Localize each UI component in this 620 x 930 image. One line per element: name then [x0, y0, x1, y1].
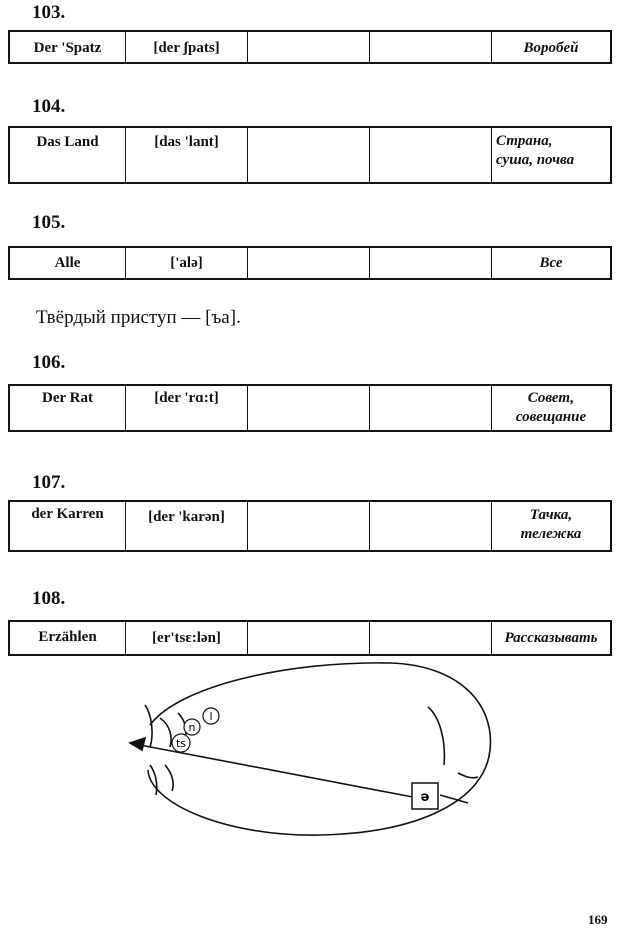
oral-cavity-outline: [148, 663, 490, 835]
vowel-box: [412, 783, 438, 809]
russian-translation: [492, 128, 610, 182]
transcription: [er'tsɛ:lən]: [126, 622, 248, 654]
transcription: [das 'lant]: [126, 128, 248, 182]
entry-number: 106.: [32, 352, 66, 373]
russian-translation: [492, 248, 610, 278]
empty-cell: [370, 622, 492, 654]
translation-line: Все: [539, 255, 563, 271]
empty-cell: [370, 502, 492, 550]
empty-cell: [370, 32, 492, 62]
table-row: [8, 384, 612, 432]
page-number: 169: [588, 912, 608, 927]
articulation-diagram: [0, 655, 620, 865]
entry-number: 105.: [32, 212, 66, 233]
translation-line: Воробей: [523, 40, 579, 56]
label-ts: [172, 734, 190, 752]
empty-cell: [248, 386, 370, 430]
empty-cell: [370, 248, 492, 278]
empty-cell: [370, 128, 492, 182]
transcription: [der 'karən]: [126, 502, 248, 550]
entry-number: 107.: [32, 472, 66, 493]
translation-line: Рассказывать: [504, 630, 598, 646]
empty-cell: [248, 248, 370, 278]
entry-number: 103.: [32, 2, 66, 23]
svg-text:ts: ts: [175, 737, 187, 750]
russian-translation: [492, 386, 610, 430]
german-word: der Karren: [10, 502, 126, 550]
german-word: Der Rat: [10, 386, 126, 430]
table-row: [8, 30, 612, 64]
label-l: [203, 708, 219, 724]
entry-number: 104.: [32, 96, 66, 117]
hard-attack-note: Твёрдый приступ — [ъa].: [36, 307, 241, 328]
russian-translation: [492, 502, 610, 550]
svg-text:n: n: [188, 721, 196, 734]
translation-line: Страна,: [496, 133, 553, 149]
german-word: Erzählen: [10, 622, 126, 654]
svg-text:l: l: [209, 710, 213, 723]
transcription: [der ʃpats]: [126, 32, 248, 62]
german-word: Alle: [10, 248, 126, 278]
label-n: [184, 719, 200, 735]
german-word: Der 'Spatz: [10, 32, 126, 62]
empty-cell: [248, 502, 370, 550]
translation-line: совещание: [515, 409, 587, 425]
translation-line: Совет,: [527, 390, 575, 406]
transcription: ['alə]: [126, 248, 248, 278]
table-row: [8, 126, 612, 184]
transcription: [der 'rɑ:t]: [126, 386, 248, 430]
empty-cell: [248, 32, 370, 62]
translation-line: суша, почва: [496, 152, 575, 168]
translation-line: Тачка,: [529, 507, 573, 523]
russian-translation: [492, 32, 610, 62]
entry-number: 108.: [32, 588, 66, 609]
svg-text:ə: ə: [420, 790, 430, 805]
table-row: [8, 246, 612, 280]
russian-translation: [492, 622, 610, 654]
empty-cell: [248, 622, 370, 654]
empty-cell: [370, 386, 492, 430]
translation-line: тележка: [520, 526, 582, 542]
table-row: [8, 500, 612, 552]
german-word: Das Land: [10, 128, 126, 182]
table-row: [8, 620, 612, 656]
empty-cell: [248, 128, 370, 182]
